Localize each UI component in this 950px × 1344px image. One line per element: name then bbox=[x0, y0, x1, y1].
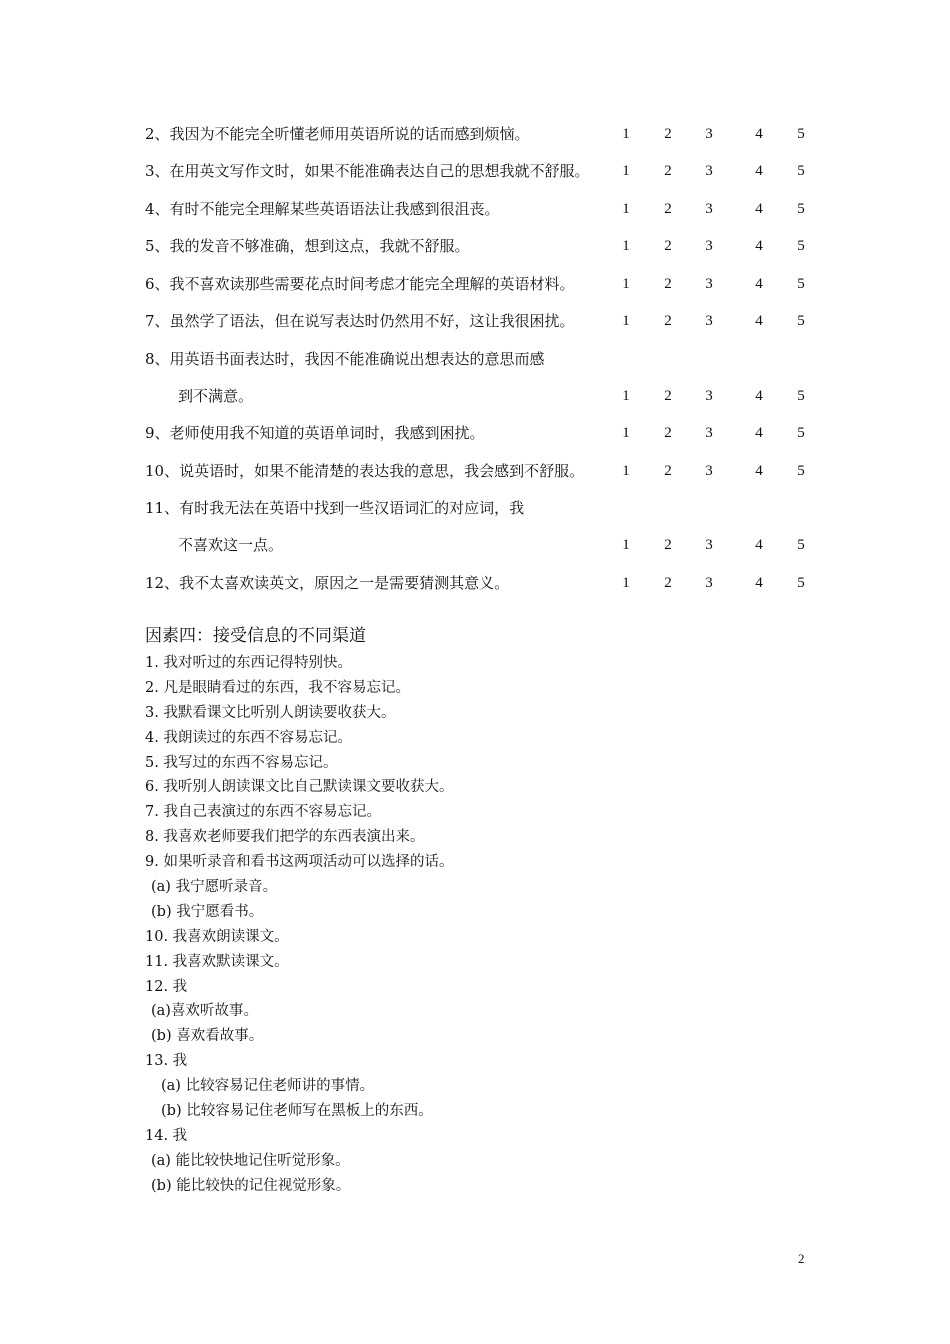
scale-option-1: 1 bbox=[622, 313, 630, 329]
scale-option-3: 3 bbox=[705, 163, 713, 179]
scale-option-2: 2 bbox=[664, 313, 672, 329]
scale-option-5: 5 bbox=[797, 388, 805, 404]
scale-row bbox=[145, 384, 835, 408]
scale-option-4: 4 bbox=[755, 163, 763, 179]
scale-option-2: 2 bbox=[664, 126, 672, 142]
question-text: 6、我不喜欢读那些需要花点时间考虑才能完全理解的英语材料。 bbox=[145, 275, 575, 293]
scale-row bbox=[145, 571, 835, 595]
scale-option-4: 4 bbox=[755, 201, 763, 217]
list-item: 10. 我喜欢朗读课文。 bbox=[145, 928, 289, 945]
list-subitem: (b) 喜欢看故事。 bbox=[151, 1028, 264, 1045]
scale-option-2: 2 bbox=[664, 276, 672, 292]
list-subitem: (b) 能比较快的记住视觉形象。 bbox=[151, 1177, 351, 1194]
scale-option-2: 2 bbox=[664, 201, 672, 217]
scale-option-1: 1 bbox=[622, 238, 630, 254]
scale-option-3: 3 bbox=[705, 463, 713, 479]
list-item: 2. 凡是眼睛看过的东西，我不容易忘记。 bbox=[145, 679, 410, 696]
question-text: 9、老师使用我不知道的英语单词时，我感到困扰。 bbox=[145, 424, 485, 442]
scale-option-5: 5 bbox=[797, 163, 805, 179]
scale-option-3: 3 bbox=[705, 201, 713, 217]
scale-option-5: 5 bbox=[797, 201, 805, 217]
list-item: 3. 我默看课文比听别人朗读要收获大。 bbox=[145, 704, 396, 721]
scale-option-5: 5 bbox=[797, 313, 805, 329]
question-text: 5、我的发音不够准确，想到这点，我就不舒服。 bbox=[145, 237, 470, 255]
scale-option-2: 2 bbox=[664, 425, 672, 441]
section-item-list bbox=[145, 651, 845, 1199]
scale-option-5: 5 bbox=[797, 238, 805, 254]
question-text: 11、有时我无法在英语中找到一些汉语词汇的对应词，我 bbox=[145, 499, 525, 517]
scale-option-5: 5 bbox=[797, 575, 805, 591]
list-item: 13. 我 bbox=[145, 1053, 188, 1070]
scale-option-5: 5 bbox=[797, 126, 805, 142]
list-subitem: (a) 能比较快地记住听觉形象。 bbox=[151, 1152, 350, 1169]
scale-option-5: 5 bbox=[797, 276, 805, 292]
scale-option-2: 2 bbox=[664, 388, 672, 404]
scale-option-4: 4 bbox=[755, 463, 763, 479]
scale-option-2: 2 bbox=[664, 537, 672, 553]
scale-option-2: 2 bbox=[664, 575, 672, 591]
scale-option-1: 1 bbox=[622, 537, 630, 553]
scale-row bbox=[145, 197, 835, 221]
scale-option-3: 3 bbox=[705, 537, 713, 553]
scale-option-1: 1 bbox=[622, 463, 630, 479]
list-subitem: (a) 我宁愿听录音。 bbox=[151, 879, 278, 896]
scale-option-5: 5 bbox=[797, 425, 805, 441]
scale-option-4: 4 bbox=[755, 388, 763, 404]
scale-option-2: 2 bbox=[664, 463, 672, 479]
scale-option-3: 3 bbox=[705, 126, 713, 142]
scale-option-3: 3 bbox=[705, 425, 713, 441]
scale-option-2: 2 bbox=[664, 238, 672, 254]
list-item: 6. 我听别人朗读课文比自己默读课文要收获大。 bbox=[145, 779, 454, 796]
list-subitem: (a) 比较容易记住老师讲的事情。 bbox=[161, 1078, 375, 1095]
question-text-continued: 不喜欢这一点。 bbox=[178, 536, 284, 554]
scale-option-1: 1 bbox=[622, 575, 630, 591]
scale-option-2: 2 bbox=[664, 163, 672, 179]
scale-option-3: 3 bbox=[705, 276, 713, 292]
question-text: 4、有时不能完全理解某些英语语法让我感到很沮丧。 bbox=[145, 200, 500, 218]
scale-option-1: 1 bbox=[622, 425, 630, 441]
scale-option-3: 3 bbox=[705, 575, 713, 591]
list-item: 8. 我喜欢老师要我们把学的东西表演出来。 bbox=[145, 829, 425, 846]
scale-row bbox=[145, 421, 835, 445]
list-item: 7. 我自己表演过的东西不容易忘记。 bbox=[145, 804, 381, 821]
list-item: 14. 我 bbox=[145, 1127, 188, 1144]
question-text-continued: 到不满意。 bbox=[178, 387, 254, 405]
scale-option-5: 5 bbox=[797, 537, 805, 553]
scale-option-4: 4 bbox=[755, 276, 763, 292]
scale-row bbox=[145, 309, 835, 333]
scale-row bbox=[145, 347, 835, 371]
question-text: 2、我因为不能完全听懂老师用英语所说的话而感到烦恼。 bbox=[145, 125, 530, 143]
scale-row bbox=[145, 533, 835, 557]
list-subitem: (b) 比较容易记住老师写在黑板上的东西。 bbox=[161, 1103, 433, 1120]
scale-option-1: 1 bbox=[622, 201, 630, 217]
scale-row bbox=[145, 459, 835, 483]
scale-row bbox=[145, 122, 835, 146]
scale-option-4: 4 bbox=[755, 313, 763, 329]
scale-option-4: 4 bbox=[755, 575, 763, 591]
scale-option-4: 4 bbox=[755, 238, 763, 254]
scale-option-1: 1 bbox=[622, 126, 630, 142]
scale-option-1: 1 bbox=[622, 163, 630, 179]
scale-option-5: 5 bbox=[797, 463, 805, 479]
question-text: 10、说英语时，如果不能清楚的表达我的意思，我会感到不舒服。 bbox=[145, 462, 585, 480]
list-subitem: (a)喜欢听故事。 bbox=[151, 1003, 258, 1020]
list-item: 12. 我 bbox=[145, 978, 188, 995]
page-number: 2 bbox=[798, 1251, 805, 1266]
list-subitem: (b) 我宁愿看书。 bbox=[151, 903, 264, 920]
scale-option-3: 3 bbox=[705, 313, 713, 329]
scale-option-4: 4 bbox=[755, 126, 763, 142]
scale-row bbox=[145, 272, 835, 296]
scale-row bbox=[145, 159, 835, 183]
scale-option-1: 1 bbox=[622, 388, 630, 404]
list-item: 11. 我喜欢默读课文。 bbox=[145, 953, 289, 970]
question-text: 12、我不太喜欢读英文，原因之一是需要猜测其意义。 bbox=[145, 574, 510, 592]
scale-option-3: 3 bbox=[705, 388, 713, 404]
question-text: 8、用英语书面表达时，我因不能准确说出想表达的意思而感 bbox=[145, 350, 545, 368]
list-item: 4. 我朗读过的东西不容易忘记。 bbox=[145, 729, 352, 746]
scale-option-4: 4 bbox=[755, 425, 763, 441]
list-item: 9. 如果听录音和看书这两项活动可以选择的话。 bbox=[145, 854, 454, 871]
scale-row bbox=[145, 234, 835, 258]
scale-option-1: 1 bbox=[622, 276, 630, 292]
question-text: 7、虽然学了语法，但在说写表达时仍然用不好，这让我很困扰。 bbox=[145, 312, 575, 330]
scale-option-4: 4 bbox=[755, 537, 763, 553]
question-text: 3、在用英文写作文时，如果不能准确表达自己的思想我就不舒服。 bbox=[145, 162, 590, 180]
scale-option-3: 3 bbox=[705, 238, 713, 254]
list-item: 5. 我写过的东西不容易忘记。 bbox=[145, 754, 338, 771]
list-item: 1. 我对听过的东西记得特别快。 bbox=[145, 655, 352, 671]
scale-row bbox=[145, 496, 835, 520]
section-title: 因素四：接受信息的不同渠道 bbox=[145, 626, 366, 646]
